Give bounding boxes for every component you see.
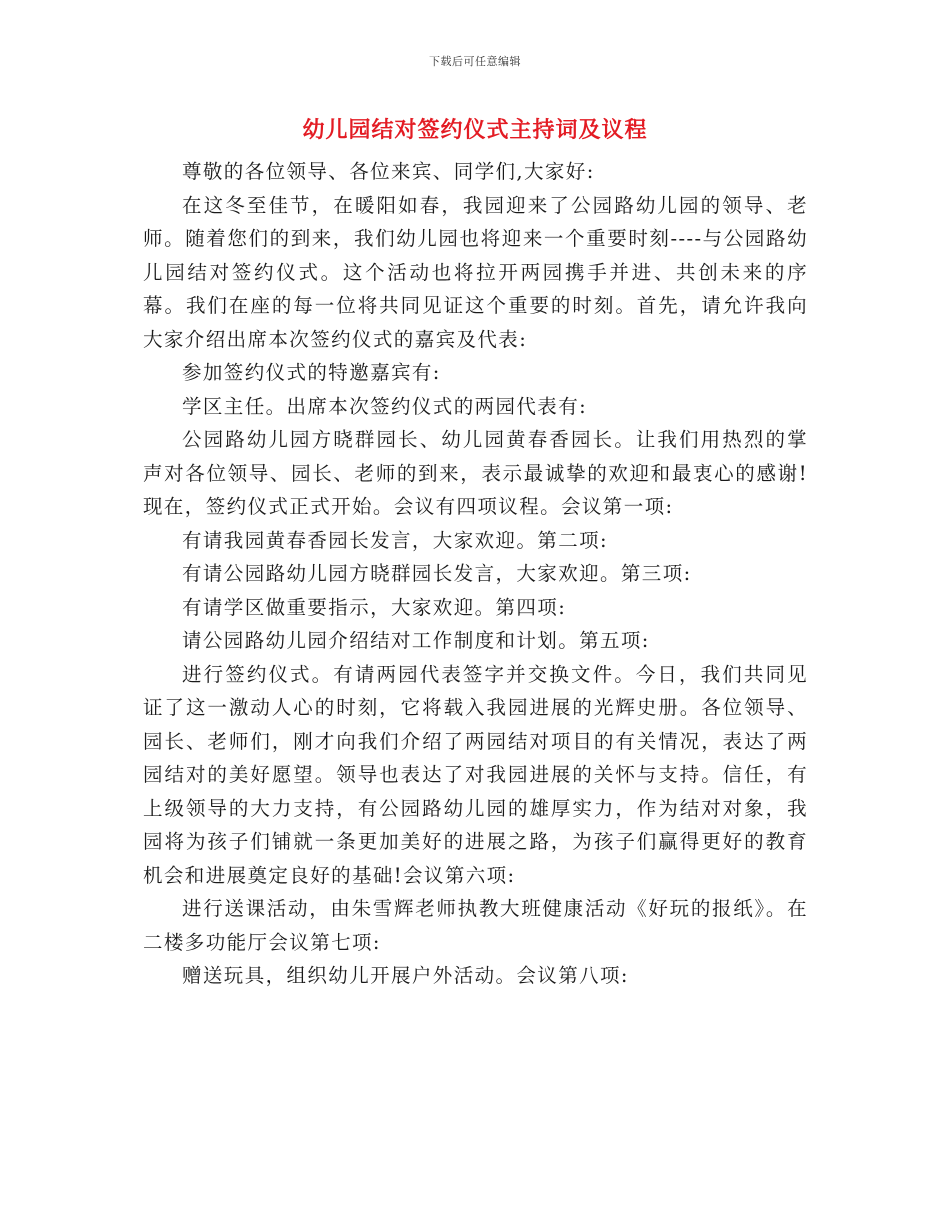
paragraph-agenda-7: 赠送玩具，组织幼儿开展户外活动。会议第八项: xyxy=(182,964,629,987)
paragraph-introduction: 公园路幼儿园方晓群园长、幼儿园黄春香园长。让我们用热烈的掌声对各位领导、园长、老师的到来，表示最诚挚的欢迎和最衷心的感谢!现在，签约仪式正式开始。会议有四项议程。会议第一项: xyxy=(143,428,808,518)
document-body xyxy=(143,155,808,993)
paragraph-agenda-3: 有请学区做重要指示，大家欢迎。第四项: xyxy=(182,595,567,619)
paragraph-welcome: 在这冬至佳节，在暖阳如春，我园迎来了公园路幼儿园的领导、老师。随着您们的到来，我们幼儿园也将迎来一个重要时刻----与公园路幼儿园结对签约仪式。这个活动也将拉开两园携手并进、共创未来的序幕。我们在座的每一位将共同见证这个重要的时刻。首先，请允许我向大家介绍出席本次签约仪式的嘉宾及代表: xyxy=(143,193,808,351)
page-header: 下载后可任意编辑 xyxy=(429,55,521,68)
paragraph-agenda-1: 有请我园黄春香园长发言，大家欢迎。第二项: xyxy=(182,528,608,552)
paragraph-agenda-2: 有请公园路幼儿园方晓群园长发言，大家欢迎。第三项: xyxy=(182,562,692,585)
paragraph-guests: 参加签约仪式的特邀嘉宾有: xyxy=(182,361,441,384)
paragraph-representatives: 学区主任。出席本次签约仪式的两园代表有: xyxy=(182,394,588,418)
paragraph-agenda-4: 请公园路幼儿园介绍结对工作制度和计划。第五项: xyxy=(182,629,650,652)
paragraph-agenda-6: 进行送课活动，由朱雪辉老师执教大班健康活动《好玩的报纸》。在二楼多功能厅会议第七项: xyxy=(143,897,808,954)
paragraph-agenda-5: 进行签约仪式。有请两园代表签字并交换文件。今日，我们共同见证了这一激动人心的时刻，它将载入我园进展的光辉史册。各位领导、园长、老师们，刚才向我们介绍了两园结对项目的有关情况，表达了两园结对的美好愿望。领导也表达了对我园进展的关怀与支持。信任，有上级领导的大力支持，有公园路幼儿园的雄厚实力，作为结对对象，我园将为孩子们铺就一条更加美好的进展之路，为孩子们赢得更好的教育机会和进展奠定良好的基础!会议第六项: xyxy=(143,662,808,887)
paragraph-greeting: 尊敬的各位领导、各位来宾、同学们,大家好: xyxy=(182,160,595,183)
document-title: 幼儿园结对签约仪式主持词及议程 xyxy=(302,117,648,143)
